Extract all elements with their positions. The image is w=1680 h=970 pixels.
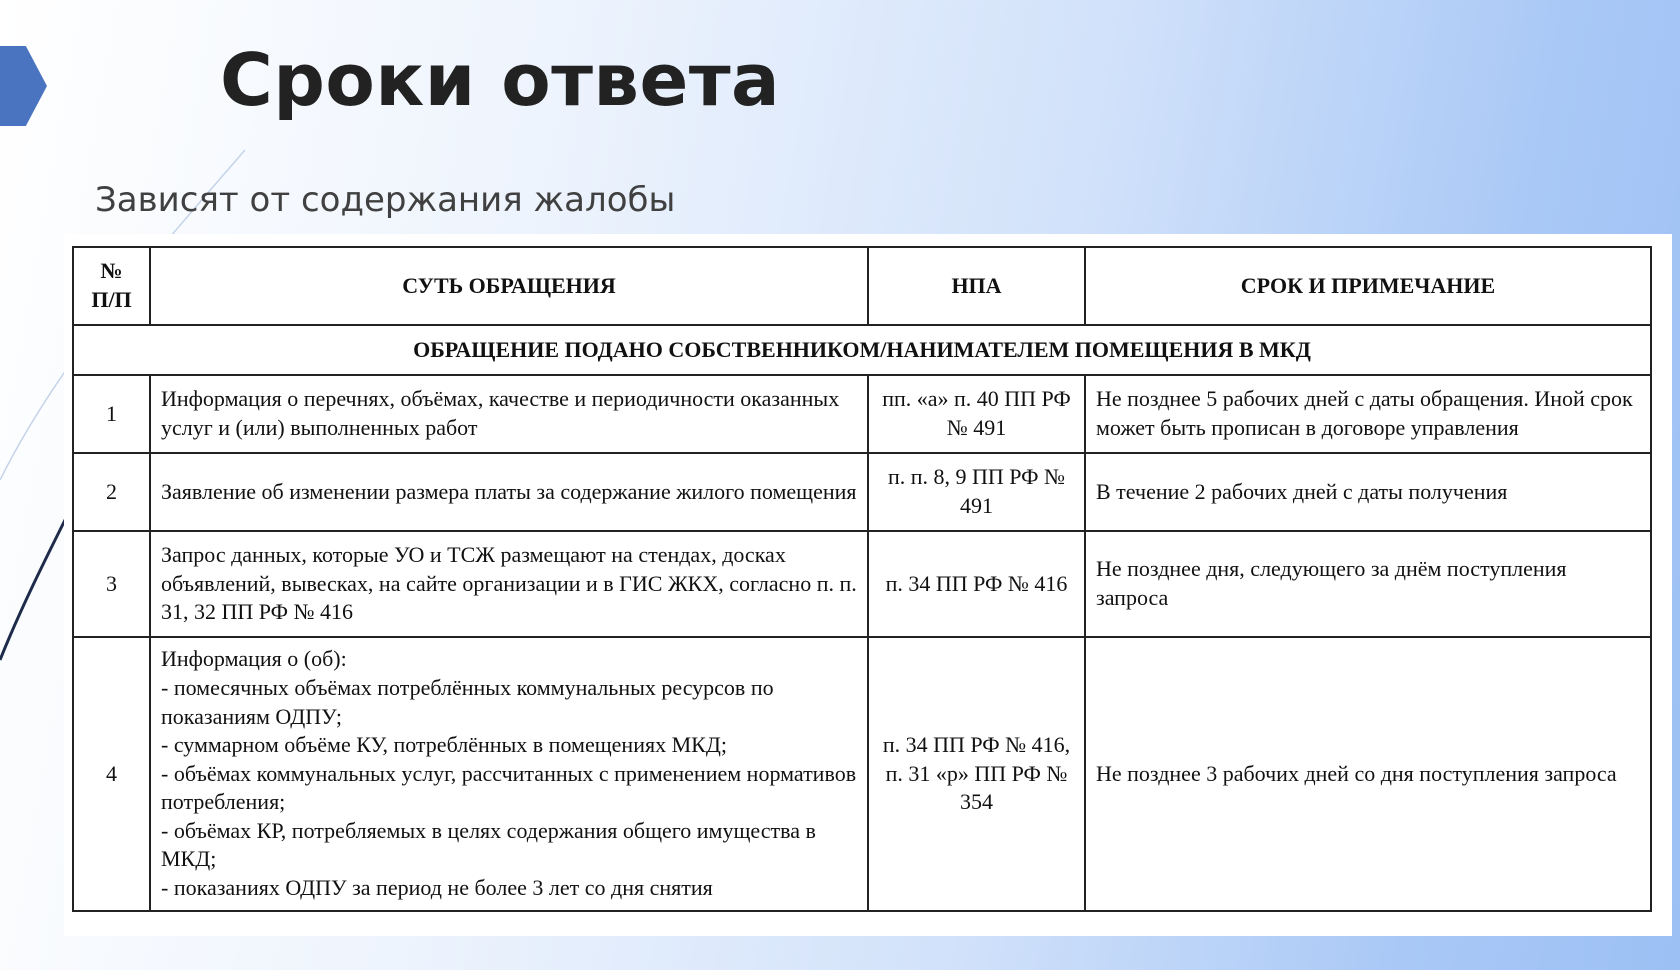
row-deadline: Не позднее 3 рабочих дней со дня поступления запроса xyxy=(1085,637,1651,911)
column-header-num: № П/П xyxy=(73,247,150,325)
row-deadline: Не позднее дня, следующего за днём поступления запроса xyxy=(1085,531,1651,637)
row-subject: Запрос данных, которые УО и ТСЖ размещают на стендах, досках объявлений, вывесках, на сайте организации и в ГИС ЖКХ, согласно п. п. 31, 32 ПП РФ № 416 xyxy=(150,531,868,637)
table-header-row xyxy=(73,247,1651,325)
row-npa: п. п. 8, 9 ПП РФ № 491 xyxy=(868,453,1085,531)
row-npa: п. 34 ПП РФ № 416, п. 31 «р» ПП РФ № 354 xyxy=(868,637,1085,911)
row-deadline: В течение 2 рабочих дней с даты получения xyxy=(1085,453,1651,531)
deadlines-table xyxy=(72,246,1652,912)
column-header-deadline: СРОК И ПРИМЕЧАНИЕ xyxy=(1085,247,1651,325)
row-deadline: Не позднее 5 рабочих дней с даты обращения. Иной срок может быть прописан в договоре управления xyxy=(1085,375,1651,453)
row-number: 4 xyxy=(73,637,150,911)
column-header-subject: СУТЬ ОБРАЩЕНИЯ xyxy=(150,247,868,325)
page-title: Сроки ответа xyxy=(220,38,781,122)
row-subject: Информация о (об): - помесячных объёмах потреблённых коммунальных ресурсов по показаниям ОДПУ; - суммарном объёме КУ, потреблённых в помещениях МКД; - объёмах коммунальных услуг, рассчитанных с применением нормативов потребления; - объёмах КР, потребляемых в целях содержания общего имущества в МКД; - показаниях ОДПУ за период не более 3 лет со дня снятия xyxy=(150,637,868,911)
row-number: 1 xyxy=(73,375,150,453)
section-row xyxy=(73,325,1651,375)
row-number: 3 xyxy=(73,531,150,637)
page-subtitle: Зависят от содержания жалобы xyxy=(95,180,676,220)
row-subject: Информация о перечнях, объёмах, качестве и периодичности оказанных услуг и (или) выполненных работ xyxy=(150,375,868,453)
row-number: 2 xyxy=(73,453,150,531)
table-row xyxy=(73,531,1651,637)
deadlines-table-card xyxy=(64,234,1672,936)
row-npa: пп. «а» п. 40 ПП РФ № 491 xyxy=(868,375,1085,453)
row-npa: п. 34 ПП РФ № 416 xyxy=(868,531,1085,637)
row-subject: Заявление об изменении размера платы за содержание жилого помещения xyxy=(150,453,868,531)
table-row xyxy=(73,375,1651,453)
section-title: ОБРАЩЕНИЕ ПОДАНО СОБСТВЕННИКОМ/НАНИМАТЕЛЕМ ПОМЕЩЕНИЯ В МКД xyxy=(73,325,1651,375)
column-header-npa: НПА xyxy=(868,247,1085,325)
table-row xyxy=(73,637,1651,911)
table-row xyxy=(73,453,1651,531)
